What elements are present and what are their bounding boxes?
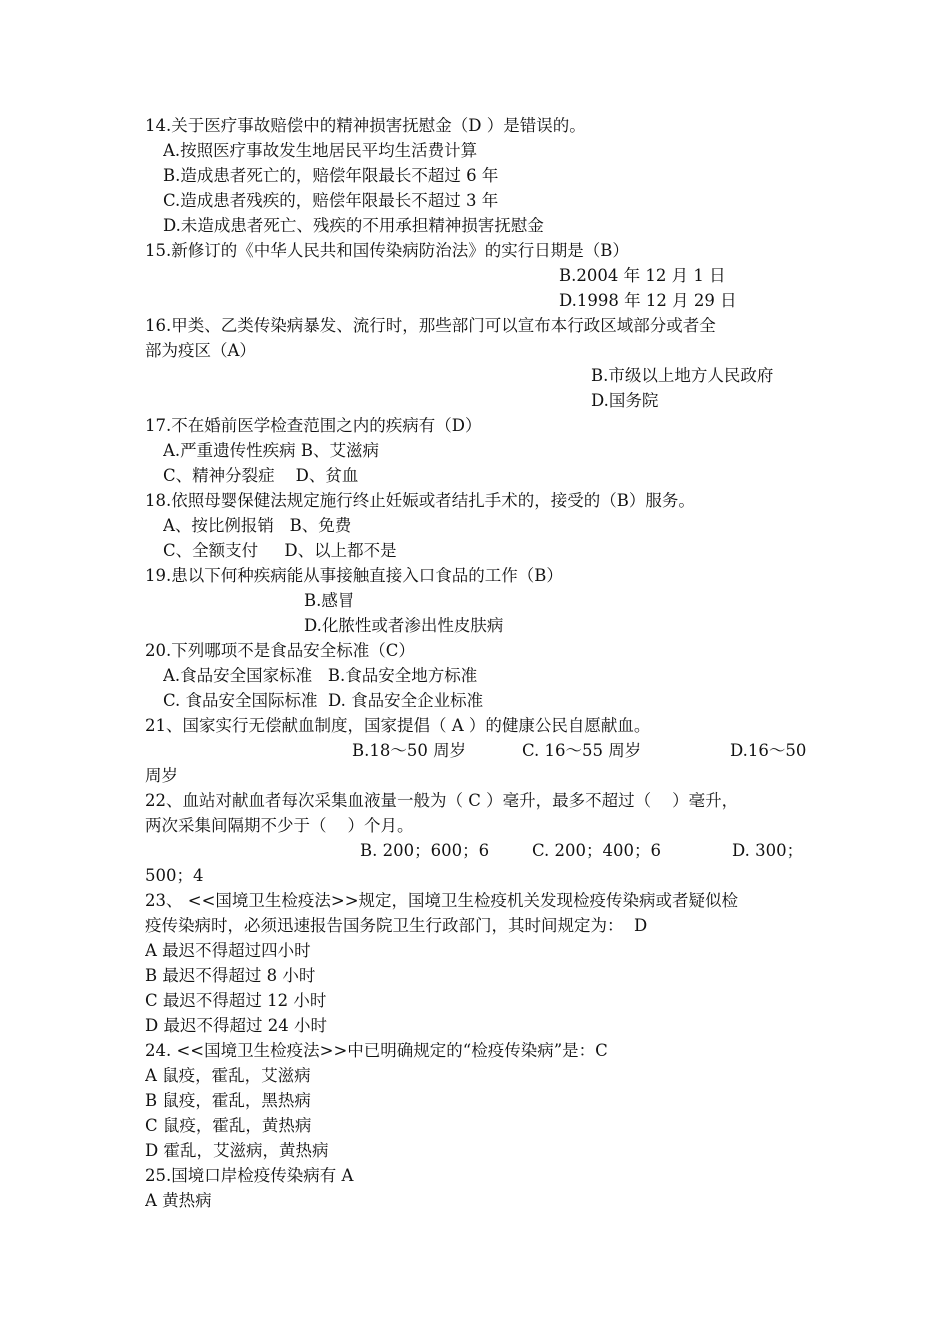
question-21-option-d-wrap: 周岁	[145, 766, 178, 785]
question-19-stem: 19.患以下何种疾病能从事接触直接入口食品的工作（B）	[145, 566, 563, 585]
question-24-option-a: A 鼠疫，霍乱，艾滋病	[145, 1066, 311, 1085]
question-22-option-d-wrap: 500；4	[145, 866, 204, 885]
question-21-option-d: D.16～50	[730, 741, 807, 760]
question-23-option-a: A 最迟不得超过四小时	[145, 941, 311, 960]
question-16-option-d: D.国务院	[591, 391, 659, 410]
question-20-options-cd: C. 食品安全国际标准 D. 食品安全企业标准	[163, 691, 484, 710]
question-14-option-d: D.未造成患者死亡、残疾的不用承担精神损害抚慰金	[163, 216, 544, 235]
question-23-option-c: C 最迟不得超过 12 小时	[145, 991, 327, 1010]
question-16-stem-line-1: 16.甲类、乙类传染病暴发、流行时，那些部门可以宣布本行政区域部分或者全	[145, 316, 716, 335]
question-15-option-b: B.2004 年 12 月 1 日	[559, 266, 726, 285]
question-20-options-ab: A.食品安全国家标准 B.食品安全地方标准	[163, 666, 478, 685]
question-23-stem-line-1: 23、 <<国境卫生检疫法>>规定，国境卫生检疫机关发现检疫传染病或者疑似检	[145, 891, 739, 910]
question-18-stem: 18.依照母婴保健法规定施行终止妊娠或者结扎手术的，接受的（B）服务。	[145, 491, 695, 510]
question-16-stem-line-2: 部为疫区（A）	[145, 341, 256, 360]
question-15-row-1	[163, 263, 828, 288]
question-25-stem: 25.国境口岸检疫传染病有 A	[145, 1166, 354, 1185]
question-19-option-b: B.感冒	[304, 591, 355, 610]
question-21-stem: 21、国家实行无偿献血制度，国家提倡（ A ）的健康公民自愿献血。	[145, 716, 651, 735]
question-22-option-b: B. 200；600；6	[360, 841, 490, 860]
question-21-option-c: C. 16～55 周岁	[522, 741, 642, 760]
question-14-option-a: A.按照医疗事故发生地居民平均生活费计算	[163, 141, 478, 160]
question-24-option-d: D 霍乱，艾滋病，黄热病	[145, 1141, 329, 1160]
question-15-option-d: D.1998 年 12 月 29 日	[559, 291, 737, 310]
question-21-option-b: B.18～50 周岁	[352, 741, 467, 760]
question-22-option-d: D. 300；	[732, 841, 804, 860]
question-22-stem-line-1: 22、血站对献血者每次采集血液量一般为（ C ）毫升，最多不超过（ ）毫升，	[145, 791, 739, 810]
question-22-stem-line-2: 两次采集间隔期不少于（ ）个月。	[145, 816, 414, 835]
question-17-stem: 17.不在婚前医学检查范围之内的疾病有（D）	[145, 416, 482, 435]
question-21-options-row	[172, 738, 837, 763]
question-23-stem-line-2: 疫传染病时，必须迅速报告国务院卫生行政部门，其时间规定为： D	[145, 916, 648, 935]
question-19-option-d: D.化脓性或者渗出性皮肤病	[304, 616, 504, 635]
question-24-option-b: B 鼠疫，霍乱，黑热病	[145, 1091, 311, 1110]
question-15-row-2	[163, 288, 828, 313]
question-23-option-d: D 最迟不得超过 24 小时	[145, 1016, 327, 1035]
question-22-options-row	[172, 838, 837, 863]
question-17-options-ab: A.严重遗传性疾病 B、艾滋病	[163, 441, 380, 460]
question-16-option-b: B.市级以上地方人民政府	[591, 366, 774, 385]
question-19-row-2	[163, 613, 828, 638]
question-17-options-cd: C、精神分裂症 D、贫血	[163, 466, 359, 485]
question-24-option-c: C 鼠疫，霍乱，黄热病	[145, 1116, 312, 1135]
question-14-option-c: C.造成患者残疾的，赔偿年限最长不超过 3 年	[163, 191, 499, 210]
question-18-options-ab: A、按比例报销 B、免费	[163, 516, 352, 535]
question-15-stem: 15.新修订的《中华人民共和国传染病防治法》的实行日期是（B）	[145, 241, 629, 260]
question-24-stem: 24. <<国境卫生检疫法>>中已明确规定的“检疫传染病”是：C	[145, 1041, 608, 1060]
question-23-option-b: B 最迟不得超过 8 小时	[145, 966, 316, 985]
question-14-stem: 14.关于医疗事故赔偿中的精神损害抚慰金（D ）是错误的。	[145, 116, 586, 135]
question-19-row-1	[163, 588, 828, 613]
question-22-option-c: C. 200；400；6	[532, 841, 662, 860]
question-14-option-b: B.造成患者死亡的，赔偿年限最长不超过 6 年	[163, 166, 499, 185]
question-18-options-cd: C、全额支付 D、以上都不是	[163, 541, 397, 560]
question-25-option-a: A 黄热病	[145, 1191, 212, 1210]
question-20-stem: 20.下列哪项不是食品安全标准（C）	[145, 641, 415, 660]
question-16-row-2	[163, 388, 828, 413]
question-16-row-1	[163, 363, 828, 388]
